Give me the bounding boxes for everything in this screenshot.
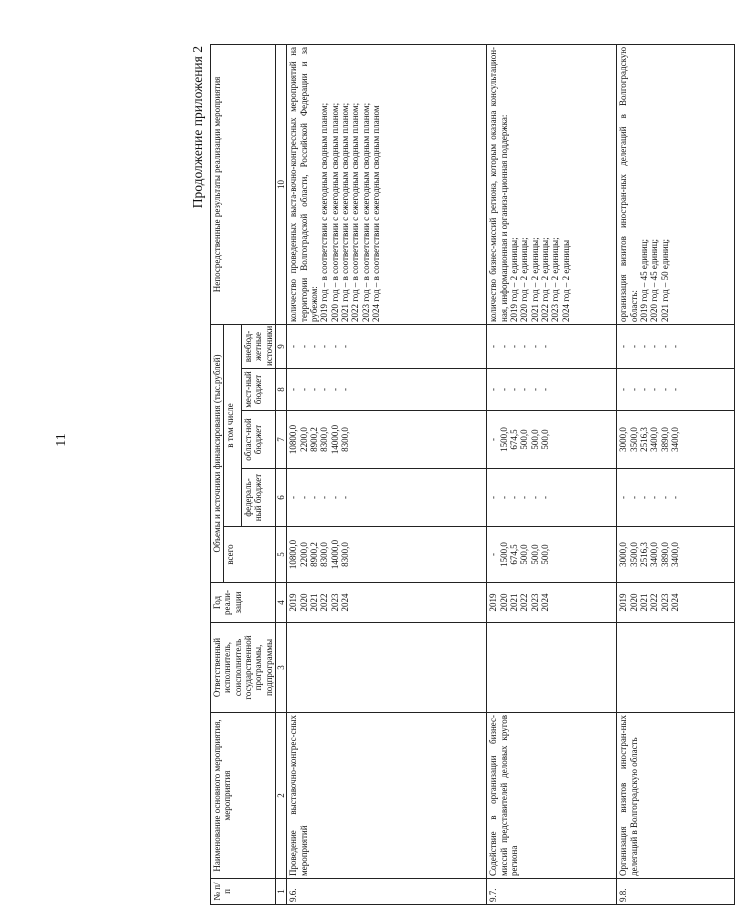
row-regional-value: 674,5: [509, 429, 520, 450]
result-line: 2021 год – 2 единицы;: [529, 237, 540, 322]
header-local: мест-ный бюджет: [242, 369, 276, 411]
row-total-value: 674,5: [509, 544, 520, 565]
row-extra: [487, 324, 617, 368]
row-extra-value: -: [488, 344, 499, 348]
row-total-value: 10800,0: [288, 539, 299, 570]
row-federal-value: -: [309, 496, 320, 499]
row-extra-value: -: [288, 344, 299, 348]
row-extra-value: -: [670, 344, 681, 348]
row-executor: [487, 623, 617, 713]
row-total-value: -: [488, 553, 499, 556]
row-regional-value: 3500,0: [628, 427, 639, 452]
row-regional-value: 8900,2: [309, 427, 320, 452]
row-years-value: 2023: [329, 593, 340, 612]
row-regional-value: 500,0: [519, 429, 530, 450]
row-regional-value: 500,0: [540, 429, 551, 450]
header-executor: Ответственный исполнитель, соисполнитель государственной программы, подпрограммы: [211, 623, 276, 713]
row-local-value: -: [298, 388, 309, 391]
row-name: Организация визитов иностран-ных делегаций в Волгоградскую область: [617, 713, 735, 879]
row-years: [487, 583, 617, 623]
row-regional: [487, 411, 617, 469]
header-extra: внебюд-жетные источники: [242, 324, 276, 368]
row-local-value: -: [639, 388, 650, 391]
row-years-value: 2022: [649, 593, 660, 612]
col-number: 7: [276, 411, 287, 469]
row-local-value: -: [540, 388, 551, 391]
row-total: [287, 527, 487, 583]
row-local: [287, 369, 487, 411]
row-years-value: 2022: [519, 593, 530, 612]
row-federal-value: -: [618, 496, 629, 499]
row-extra: [287, 324, 487, 368]
row-regional: [287, 411, 487, 469]
program-table: [210, 44, 735, 905]
row-federal-value: -: [519, 496, 530, 499]
row-results: [287, 44, 487, 324]
result-line: 2020 год – в соответствии с ежегодным сводным планом;: [329, 102, 340, 322]
row-years-value: 2020: [628, 593, 639, 612]
row-extra-value: -: [649, 344, 660, 348]
result-line: 2022 год – 2 единицы;: [540, 237, 551, 322]
row-federal-value: -: [498, 496, 509, 499]
row-years: [287, 583, 487, 623]
row-name: Проведение выставочно-конгрес-сных мероприятий: [287, 713, 487, 879]
row-local-value: -: [488, 388, 499, 391]
page-number: 11: [54, 433, 69, 447]
row-extra-value: -: [509, 344, 520, 348]
row-regional-value: -: [488, 438, 499, 441]
row-local-value: -: [628, 388, 639, 391]
row-regional-value: 1500,0: [498, 427, 509, 452]
row-extra: [617, 324, 735, 368]
row-local-value: -: [340, 388, 351, 391]
row-regional-value: 8300,0: [319, 427, 330, 452]
col-number: 5: [276, 527, 287, 583]
row-federal-value: -: [298, 496, 309, 499]
header-federal: федераль-ный бюджет: [242, 469, 276, 527]
result-line: 2021 год – в соответствии с ежегодным сводным планом;: [340, 102, 351, 322]
row-extra-value: -: [618, 344, 629, 348]
row-results: [487, 44, 617, 324]
row-years-value: 2023: [659, 593, 670, 612]
row-federal-value: -: [288, 496, 299, 499]
row-extra-value: -: [529, 344, 540, 348]
row-total: [487, 527, 617, 583]
row-years-value: 2024: [340, 593, 351, 612]
header-regional: област-ной бюджет: [242, 411, 276, 469]
row-executor: [287, 623, 487, 713]
row-extra-value: -: [340, 344, 351, 348]
row-federal-value: -: [659, 496, 670, 499]
row-regional-value: 500,0: [529, 429, 540, 450]
row-number: 9.7.: [487, 879, 617, 905]
row-total-value: 8300,0: [340, 542, 351, 567]
row-federal-value: -: [340, 496, 351, 499]
row-total-value: 3890,0: [659, 542, 670, 567]
row-federal: [287, 469, 487, 527]
row-local-value: -: [319, 388, 330, 391]
row-years-value: 2021: [639, 593, 650, 612]
row-extra-value: -: [540, 344, 551, 348]
row-federal-value: -: [540, 496, 551, 499]
header-results: Непосредственные результаты реализации мероприятия: [211, 44, 276, 324]
row-extra-value: -: [519, 344, 530, 348]
row-total-value: 500,0: [529, 544, 540, 565]
row-regional-value: 3400,0: [649, 427, 660, 452]
rotated-content: [190, 40, 681, 905]
row-total-value: 3000,0: [618, 542, 629, 567]
row-number: 9.8.: [617, 879, 735, 905]
row-years-value: 2019: [488, 593, 499, 612]
row-extra-value: -: [659, 344, 670, 348]
row-total: [617, 527, 735, 583]
row-total-value: 2200,0: [298, 542, 309, 567]
row-extra-value: -: [628, 344, 639, 348]
row-total-value: 8300,0: [319, 542, 330, 567]
result-intro: количество бизнес-миссий региона, которым оказана консультацион-ная, информационная и организа-ционная поддержка:: [488, 46, 509, 322]
table-row: [287, 44, 487, 904]
row-years: [617, 583, 735, 623]
row-federal-value: -: [529, 496, 540, 499]
row-extra-value: -: [319, 344, 330, 348]
row-federal-value: -: [488, 496, 499, 499]
result-line: 2019 год – 2 единицы;: [509, 237, 520, 322]
row-local-value: -: [618, 388, 629, 391]
row-years-value: 2023: [529, 593, 540, 612]
header-funding: Объемы и источники финансирования (тыс.рублей): [211, 324, 224, 582]
header-total: всего: [224, 527, 276, 583]
row-local-value: -: [329, 388, 340, 391]
header-row-1: [211, 44, 224, 904]
row-local-value: -: [529, 388, 540, 391]
row-extra-value: -: [309, 344, 320, 348]
col-number: 1: [276, 879, 287, 905]
row-local-value: -: [659, 388, 670, 391]
row-regional-value: 8300,0: [340, 427, 351, 452]
row-local-value: -: [498, 388, 509, 391]
row-extra-value: -: [639, 344, 650, 348]
result-line: 2023 год – 2 единицы;: [550, 237, 561, 322]
row-total-value: 500,0: [519, 544, 530, 565]
result-line: 2024 год – в соответствии с ежегодным сводным планом: [371, 105, 382, 322]
result-intro: организация визитов иностран-ных делегаций в Волгоградскую область:: [618, 46, 639, 322]
row-executor: [617, 623, 735, 713]
row-extra-value: -: [498, 344, 509, 348]
row-years-value: 2019: [288, 593, 299, 612]
row-results: [617, 44, 735, 324]
col-number: 10: [276, 44, 287, 324]
row-regional: [617, 411, 735, 469]
row-years-value: 2020: [298, 593, 309, 612]
header-year: Год реали-зации: [211, 583, 276, 623]
row-name: Содействие в организации бизнес-миссий представителей деловых кругов региона: [487, 713, 617, 879]
row-extra-value: -: [298, 344, 309, 348]
column-number-row: [276, 44, 287, 904]
row-regional-value: 2200,0: [298, 427, 309, 452]
row-local-value: -: [288, 388, 299, 391]
row-years-value: 2021: [509, 593, 520, 612]
row-extra-value: -: [329, 344, 340, 348]
result-line: 2024 год – 2 единицы: [560, 239, 571, 322]
row-federal: [617, 469, 735, 527]
row-local: [617, 369, 735, 411]
row-regional-value: 2516,3: [639, 427, 650, 452]
table-row: [487, 44, 617, 904]
result-line: 2023 год – в соответствии с ежегодным сводным планом;: [360, 102, 371, 322]
row-total-value: 3400,0: [649, 542, 660, 567]
result-line: 2020 год – 2 единицы;: [519, 237, 530, 322]
row-local-value: -: [519, 388, 530, 391]
col-number: 8: [276, 369, 287, 411]
result-intro: количество проведенных выста-вочно-конгрессных мероприятий на территории Волгоградской области, Российской Федерации и за рубежом:: [288, 46, 320, 322]
result-line: 2022 год – в соответствии с ежегодным сводным планом;: [350, 102, 361, 322]
row-regional-value: 10800,0: [288, 424, 299, 455]
row-federal: [487, 469, 617, 527]
row-years-value: 2020: [498, 593, 509, 612]
col-number: 6: [276, 469, 287, 527]
row-years-value: 2022: [319, 593, 330, 612]
header-incl: в том числе: [224, 324, 242, 526]
col-number: 3: [276, 623, 287, 713]
row-years-value: 2024: [540, 593, 551, 612]
result-line: 2019 год – 45 единиц;: [639, 238, 650, 322]
col-number: 9: [276, 324, 287, 368]
row-federal-value: -: [639, 496, 650, 499]
row-total-value: 1500,0: [498, 542, 509, 567]
row-total-value: 500,0: [540, 544, 551, 565]
row-local-value: -: [649, 388, 660, 391]
continuation-label: Продолжение приложения 2: [190, 46, 205, 209]
row-years-value: 2024: [670, 593, 681, 612]
row-local-value: -: [309, 388, 320, 391]
row-total-value: 2516,3: [639, 542, 650, 567]
row-total-value: 3400,0: [670, 542, 681, 567]
row-local-value: -: [670, 388, 681, 391]
row-total-value: 3500,0: [628, 542, 639, 567]
row-number: 9.6.: [287, 879, 487, 905]
row-federal-value: -: [649, 496, 660, 499]
row-local-value: -: [509, 388, 520, 391]
col-number: 4: [276, 583, 287, 623]
row-regional-value: 3400,0: [670, 427, 681, 452]
row-total-value: 8900,2: [309, 542, 320, 567]
row-federal-value: -: [319, 496, 330, 499]
table-row: [617, 44, 735, 904]
row-years-value: 2019: [618, 593, 629, 612]
result-line: 2020 год – 45 единиц;: [649, 238, 660, 322]
row-total-value: 14000,0: [329, 539, 340, 570]
row-years-value: 2021: [309, 593, 320, 612]
header-num: № п/п: [211, 879, 276, 905]
row-federal-value: -: [670, 496, 681, 499]
row-federal-value: -: [628, 496, 639, 499]
row-federal-value: -: [509, 496, 520, 499]
col-number: 2: [276, 713, 287, 879]
row-federal-value: -: [329, 496, 340, 499]
row-local: [487, 369, 617, 411]
row-regional-value: 3000,0: [618, 427, 629, 452]
result-line: 2019 год – в соответствии с ежегодным сводным планом;: [319, 102, 330, 322]
header-name: Наименование основного мероприятия, мероприятия: [211, 713, 276, 879]
row-regional-value: 14000,0: [329, 424, 340, 455]
result-line: 2021 год – 50 единиц;: [659, 238, 670, 322]
row-regional-value: 3890,0: [659, 427, 670, 452]
